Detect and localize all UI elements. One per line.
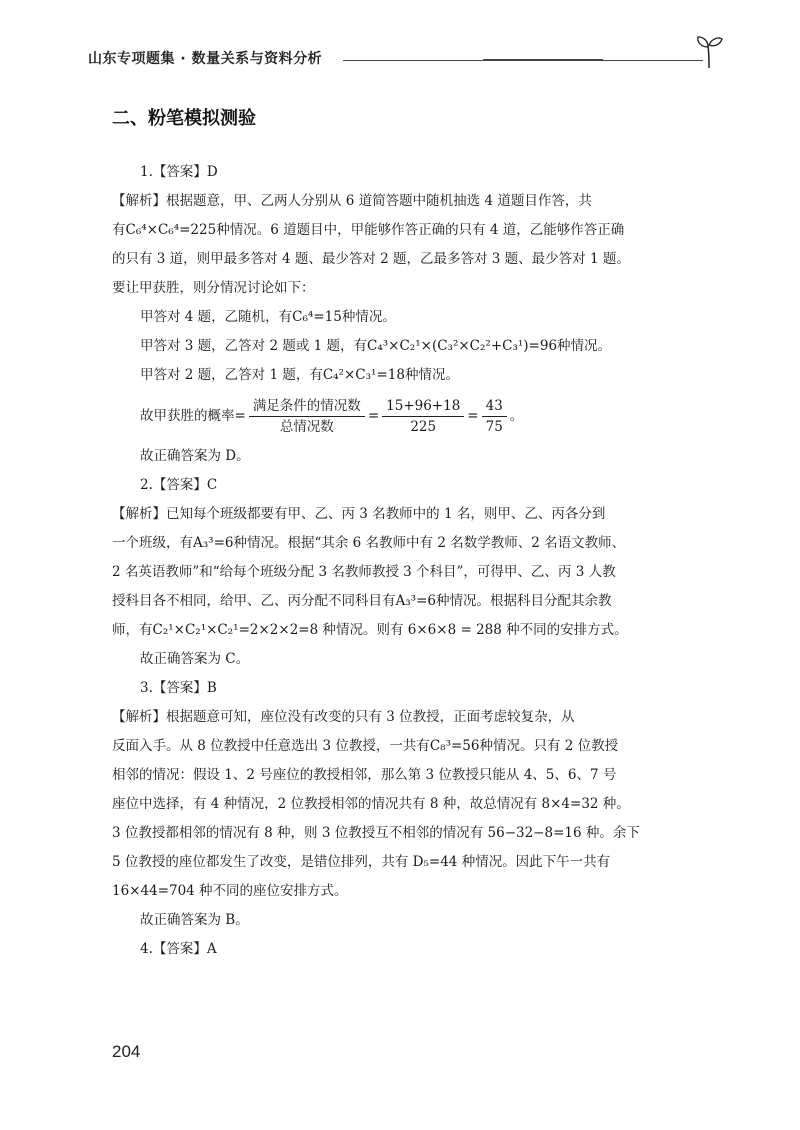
q1-case-line: 甲答对 2 题，乙答对 1 题，有C₄²×C₃¹=18种情况。 [140, 367, 459, 383]
q2-analysis-line: 2 名英语教师”和“给每个班级分配 3 名教师教授 3 个科目”，可得甲、乙、丙 3 人教 [112, 564, 616, 580]
header-rule-accent [483, 59, 603, 61]
prob-suffix: 。 [509, 407, 524, 424]
q3-answer: 3.【答案】B [140, 680, 217, 696]
sprout-leaf-icon [694, 34, 724, 68]
q1-case-line: 甲答对 3 题，乙答对 2 题或 1 题，有C₄³×C₂¹×(C₃²×C₂²+C₃¹)=96种情况。 [140, 338, 612, 354]
equals-sign: = [467, 407, 479, 424]
fraction-denominator: 225 [410, 418, 437, 435]
prob-prefix: 故甲获胜的概率= [140, 407, 246, 424]
q2-analysis-line: 师，有C₂¹×C₂¹×C₂¹=2×2×2=8 种情况。则有 6×6×8 = 288 种不同的安排方式。 [112, 622, 628, 638]
q3-analysis-line: 相邻的情况：假设 1、2 号座位的教授相邻，那么第 3 位教授只能从 4、5、6、7 号 [112, 767, 617, 783]
q3-analysis-line: 5 位教授的座位都发生了改变，是错位排列，共有 D₅=44 种情况。因此下午一共有 [112, 854, 611, 870]
q3-analysis-line: 【解析】根据题意可知，座位没有改变的只有 3 位教授，正面考虑较复杂，从 [112, 709, 575, 725]
q2-analysis-line: 【解析】已知每个班级都要有甲、乙、丙 3 名教师中的 1 名，则甲、乙、丙各分到 [112, 506, 606, 522]
q2-answer: 2.【答案】C [140, 477, 218, 493]
q3-conclusion: 故正确答案为 B。 [140, 912, 249, 928]
q1-analysis-line: 【解析】根据题意，甲、乙两人分别从 6 道简答题中随机抽选 4 道题目作答，共 [112, 193, 592, 209]
fraction-sum [382, 396, 464, 437]
header-title: 山东专项题集 · 数量关系与资料分析 [88, 51, 323, 67]
q1-conclusion: 故正确答案为 D。 [140, 448, 250, 464]
q1-analysis-line: 有C₆⁴×C₆⁴=225种情况。6 道题目中，甲能够作答正确的只有 4 道，乙能够作答正确 [112, 222, 625, 238]
q3-analysis-line: 3 位教授都相邻的情况有 8 种，则 3 位教授互不相邻的情况有 56−32−8=16 种。余下 [112, 825, 640, 841]
q1-probability-formula [112, 390, 712, 442]
q2-conclusion: 故正确答案为 C。 [140, 651, 250, 667]
equals-sign: = [367, 407, 380, 424]
q2-analysis-line: 一个班级，有A₃³=6种情况。根据“其余 6 名教师中有 2 名数学教师、2 名语文教师、 [112, 535, 626, 551]
fraction-numerator: 15+96+18 [382, 396, 464, 417]
fraction-words [249, 396, 365, 437]
fraction-denominator: 75 [485, 418, 503, 435]
q1-analysis-line: 的只有 3 道，则甲最多答对 4 题、最少答对 2 题，乙最多答对 3 题、最少答对 1 题。 [112, 251, 630, 267]
q3-analysis-line: 16×44=704 种不同的座位安排方式。 [112, 883, 348, 899]
q4-answer: 4.【答案】A [140, 941, 217, 957]
fraction-result [482, 396, 507, 437]
fraction-denominator: 总情况数 [279, 418, 334, 435]
page-number: 204 [112, 1042, 141, 1061]
running-header [88, 34, 728, 68]
q2-analysis-line: 授科目各不相同，给甲、乙、丙分配不同科目有A₃³=6种情况。根据科目分配其余教 [112, 593, 612, 609]
section-title: 二、粉笔模拟测验 [112, 108, 256, 129]
q1-answer: 1.【答案】D [140, 164, 218, 180]
q1-case-line: 甲答对 4 题，乙随机，有C₆⁴=15种情况。 [140, 309, 396, 325]
fraction-numerator: 满足条件的情况数 [249, 396, 365, 417]
q3-analysis-line: 反面入手。从 8 位教授中任意选出 3 位教授，一共有C₈³=56种情况。只有 2 位教授 [112, 738, 619, 754]
solutions-body [112, 158, 712, 964]
q3-analysis-line: 座位中选择，有 4 种情况，2 位教授相邻的情况共有 8 种，故总情况有 8×4=32 种。 [112, 796, 630, 812]
q1-analysis-line: 要让甲获胜，则分情况讨论如下： [112, 280, 315, 296]
fraction-numerator: 43 [482, 396, 507, 417]
